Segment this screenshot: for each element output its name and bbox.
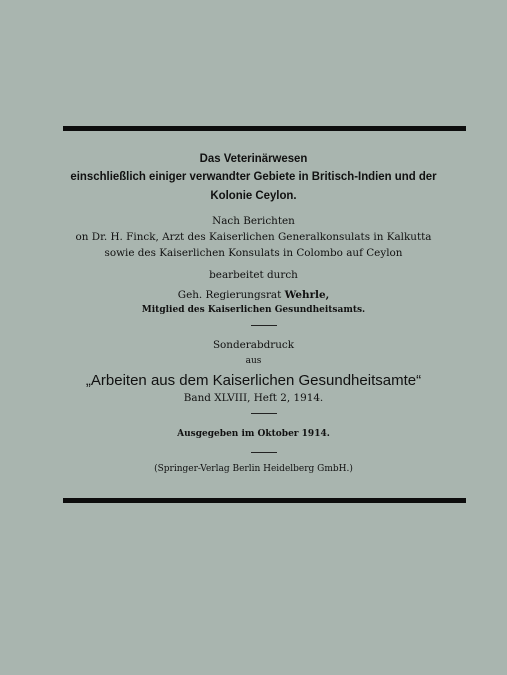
title-line-2: einschließlich einiger verwandter Gebiete in Britisch-Indien und der [70, 169, 437, 183]
reprint-from: aus [245, 356, 262, 366]
volume-line: Band XLVIII, Heft 2, 1914. [183, 392, 324, 404]
author-affiliation: Mitglied des Kaiserlichen Gesundheitsamts. [141, 305, 366, 315]
reports-line-1: Nach Berichten [212, 215, 295, 227]
title-line-3: Kolonie Ceylon. [210, 188, 297, 202]
reports-line-2: on Dr. H. Finck, Arzt des Kaiserlichen Generalkonsulats in Kalkutta [75, 231, 432, 243]
top-thick-rule [63, 126, 466, 131]
edited-by: bearbeitet durch [209, 269, 298, 281]
author-prefix: Geh. Regierungsrat [177, 289, 285, 301]
bottom-thick-rule [63, 498, 466, 503]
separator-rule-2 [251, 413, 277, 414]
title-line-1: Das Veterinärwesen [199, 151, 308, 165]
publisher-line: (Springer-Verlag Berlin Heidelberg GmbH.) [154, 464, 353, 474]
separator-rule-1 [251, 325, 277, 326]
separator-rule-3 [251, 452, 277, 453]
reports-line-3: sowie des Kaiserlichen Konsulats in Colombo auf Ceylon [104, 247, 403, 259]
author-line [40, 290, 467, 300]
issued-line: Ausgegeben im Oktober 1914. [177, 429, 330, 439]
author-name: Wehrle, [284, 289, 330, 301]
series-title: „Arbeiten aus dem Kaiserlichen Gesundheitsamte“ [85, 372, 422, 389]
reprint-label: Sonderabdruck [212, 339, 295, 351]
